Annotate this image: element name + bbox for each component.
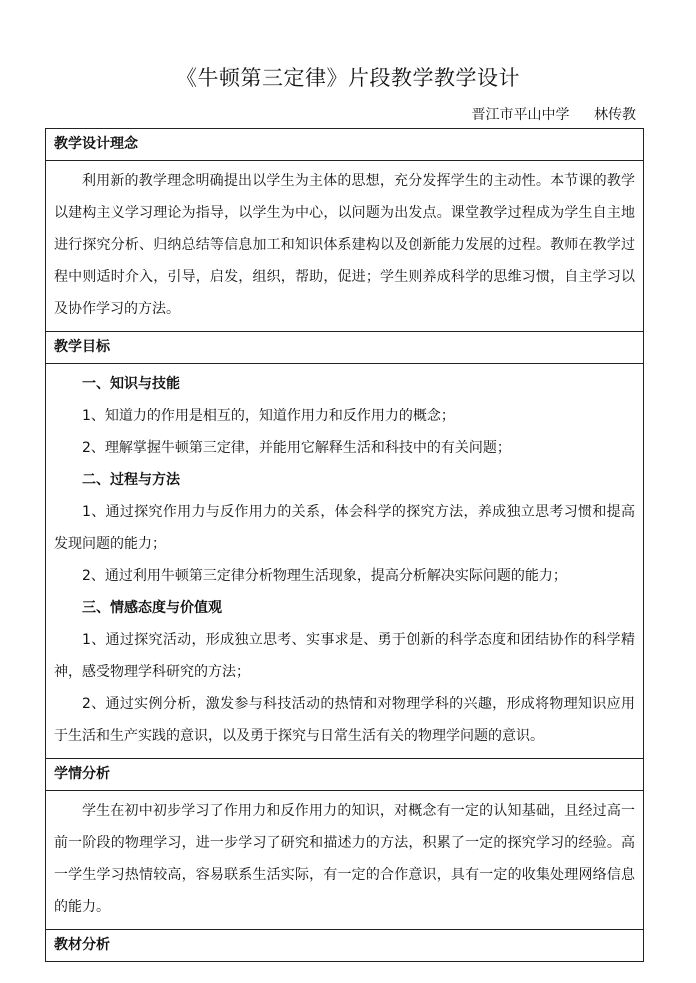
author-line [0, 104, 636, 124]
section-heading-goals: 教学目标 [46, 332, 643, 364]
design-table [45, 128, 644, 962]
learners-paragraph: 学生在初中初步学习了作用力和反作用力的知识，对概念有一定的认知基础，且经过高一前一阶段的物理学习，进一步学习了研究和描述力的方法，积累了一定的探究学习的经验。高一学生学习热情较高，容易联系生活实际，有一定的合作意识，具有一定的收集处理网络信息的能力。 [54, 803, 635, 915]
goal-item: 1、通过探究作用力与反作用力的关系，体会科学的探究方法，养成独立思考习惯和提高发现问题的能力； [54, 504, 635, 552]
author-name: 林传教 [594, 107, 636, 123]
section-body-goals [46, 364, 643, 759]
school-name: 晋江市平山中学 [471, 107, 570, 123]
goal-item: 2、通过利用牛顿第三定律分析物理生活现象，提高分析解决实际问题的能力； [82, 568, 567, 584]
section-heading-textbook: 教材分析 [54, 937, 110, 953]
goal-item: 2、通过实例分析，激发参与科技活动的热情和对物理学科的兴趣，形成将物理知识应用于生活和生产实践的意识，以及勇于探究与日常生活有关的物理学问题的意识。 [54, 696, 635, 744]
concept-paragraph: 利用新的教学理念明确提出以学生为主体的思想，充分发挥学生的主动性。本节课的教学以建构主义学习理论为指导，以学生为中心，以问题为出发点。课堂教学过程成为学生自主地进行探究分析、归纳总结等信息加工和知识体系建构以及创新能力发展的过程。教师在教学过程中则适时介入，引导，启发，组织，帮助，促进；学生则养成科学的思维习惯，自主学习以及协作学习的方法。 [54, 173, 635, 317]
document-title: 《牛顿第三定律》片段教学教学设计 [176, 66, 520, 90]
goal-item: 1、通过探究活动，形成独立思考、实事求是、勇于创新的科学态度和团结协作的科学精神，感受物理学科研究的方法； [54, 632, 635, 680]
goal-subheading-process: 二、过程与方法 [82, 472, 180, 488]
section-body-concept [46, 161, 643, 332]
goal-subheading-attitude: 三、情感态度与价值观 [82, 600, 222, 616]
goal-item: 2、理解掌握牛顿第三定律，并能用它解释生活和科技中的有关问题； [82, 440, 511, 456]
section-heading-learners: 学情分析 [46, 759, 643, 791]
goal-subheading-knowledge: 一、知识与技能 [82, 376, 180, 392]
section-heading-concept: 教学设计理念 [46, 129, 643, 161]
section-body-learners [46, 791, 643, 930]
goal-item: 1、知道力的作用是相互的，知道作用力和反作用力的概念； [82, 408, 455, 424]
